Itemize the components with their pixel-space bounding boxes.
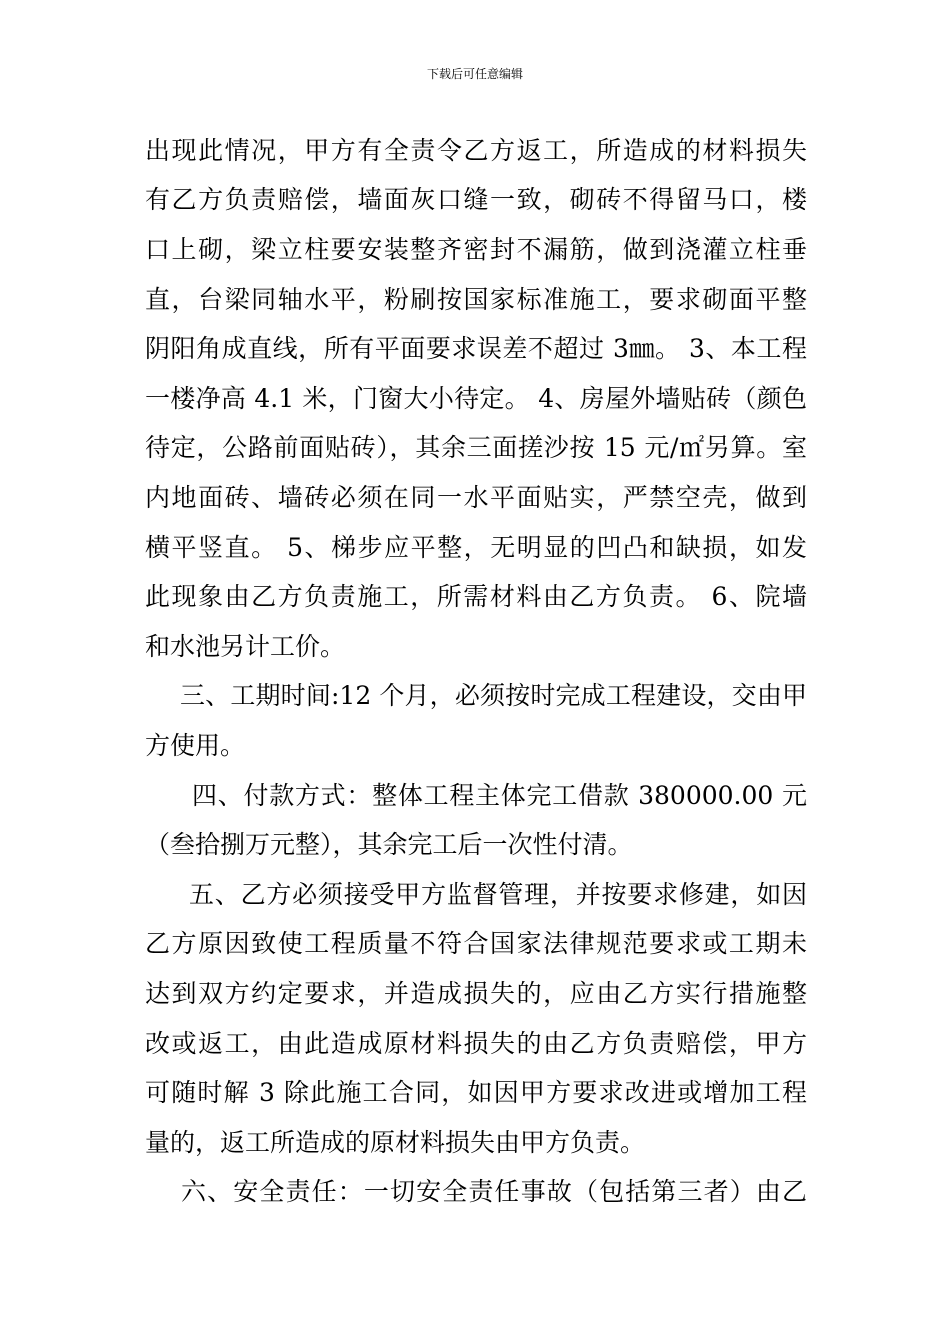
- body-line-9: 横平竖直。 5、梯步应平整，无明显的凹凸和缺损，如发: [145, 533, 807, 562]
- section-3-line-2: 方使用。: [145, 731, 246, 760]
- section-3-line-1: 三、工期时间:12 个月，必须按时完成工程建设，交由甲: [180, 681, 807, 710]
- body-line-10: 此现象由乙方负责施工，所需材料由乙方负责。 6、院墙: [145, 582, 807, 611]
- section-5-line-2: 乙方原因致使工程质量不符合国家法律规范要求或工期未: [145, 929, 807, 958]
- section-5-line-6: 量的，返工所造成的原材料损失由甲方负责。: [145, 1128, 646, 1157]
- section-4-line-1: 四、付款方式：整体工程主体完工借款 380000.00 元: [192, 781, 807, 810]
- body-line-7: 待定，公路前面贴砖），其余三面搓沙按 15 元/㎡另算。室: [145, 433, 807, 462]
- section-5-line-4: 改或返工，由此造成原材料损失的由乙方负责赔偿，甲方: [145, 1029, 807, 1058]
- section-5-line-3: 达到双方约定要求，并造成损失的，应由乙方实行措施整: [145, 979, 807, 1008]
- body-line-5: 阴阳角成直线，所有平面要求误差不超过 3㎜。 3、本工程: [145, 334, 807, 363]
- body-line-6: 一楼净高 4.1 米，门窗大小待定。 4、房屋外墙贴砖（颜色: [145, 384, 807, 413]
- page-header: 下载后可任意编辑: [426, 67, 523, 81]
- body-line-3: 口上砌，梁立柱要安装整齐密封不漏筋，做到浇灌立柱垂: [145, 235, 807, 264]
- section-4-line-2: （叁拾捌万元整），其余完工后一次性付清。: [145, 830, 633, 859]
- section-5-line-5: 可随时解 3 除此施工合同，如因甲方要求改进或增加工程: [145, 1078, 807, 1107]
- body-line-11: 和水池另计工价。: [145, 632, 346, 661]
- body-line-4: 直，台梁同轴水平，粉刷按国家标准施工，要求砌面平整: [145, 285, 807, 314]
- body-line-2: 有乙方负责赔偿，墙面灰口缝一致，砌砖不得留马口，楼: [145, 185, 807, 214]
- section-5-line-1: 五、乙方必须接受甲方监督管理，并按要求修建，如因: [189, 880, 807, 909]
- section-6-line-1: 六、安全责任：一切安全责任事故（包括第三者）由乙: [181, 1177, 807, 1206]
- body-line-8: 内地面砖、墙砖必须在同一水平面贴实，严禁空壳，做到: [145, 483, 807, 512]
- body-line-1: 出现此情况，甲方有全责令乙方返工，所造成的材料损失: [145, 136, 807, 165]
